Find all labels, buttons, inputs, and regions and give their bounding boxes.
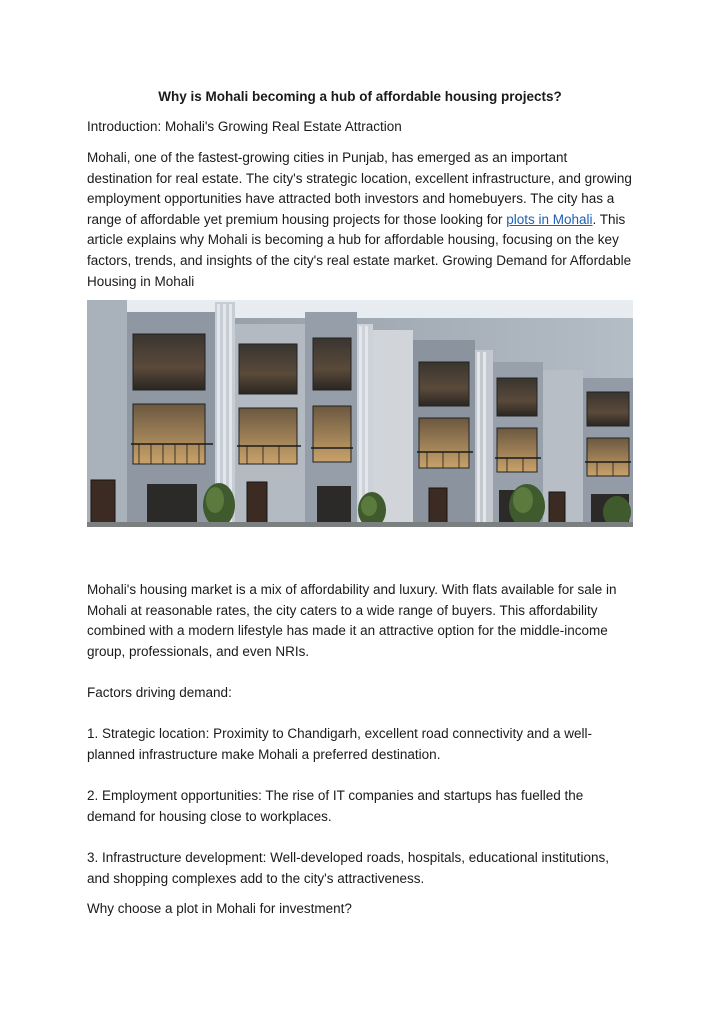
- investment-heading: Why choose a plot in Mohali for investment?: [87, 901, 352, 916]
- factor-2: 2. Employment opportunities: The rise of IT companies and startups has fuelled the demand for housing close to workplaces.: [87, 788, 584, 824]
- factor-1: 1. Strategic location: Proximity to Chandigarh, excellent road connectivity and a well-planned infrastructure make Mohali a preferred destination.: [87, 726, 593, 762]
- intro-paragraph: [87, 148, 635, 292]
- document-title: Why is Mohali becoming a hub of affordable housing projects?: [158, 89, 562, 104]
- townhouse-photo: [87, 300, 633, 527]
- plots-in-mohali-link[interactable]: plots in Mohali: [506, 211, 593, 227]
- intro-text-start: Mohali, one of the fastest-growing cities in Punjab, has emerged as an important destination for real estate. The city's strategic location, excellent infrastructure, and growing employment opportunities have attracted both investors and homebuyers. The city has a range of affordable yet premium housing projects for those looking for: [87, 150, 632, 227]
- townhouse-illustration: [87, 300, 633, 527]
- factors-heading: Factors driving demand:: [87, 685, 232, 700]
- market-paragraph: Mohali's housing market is a mix of affordability and luxury. With flats available for sale in Mohali at reasonable rates, the city caters to a wide range of buyers. This affordability combined with a modern lifestyle has made it an attractive option for the middle-income group, professionals, and even NRIs.: [87, 582, 617, 659]
- intro-text-end: . This article explains why Mohali is becoming a hub for affordable housing, focusing on the key factors, trends, and insights of the city's real estate market. Growing Demand for Affordable Housing in Mohali: [87, 211, 632, 289]
- intro-heading: Introduction: Mohali's Growing Real Estate Attraction: [87, 119, 402, 134]
- factor-3: 3. Infrastructure development: Well-developed roads, hospitals, educational institutions, and shopping complexes add to the city's attractiveness.: [87, 850, 610, 886]
